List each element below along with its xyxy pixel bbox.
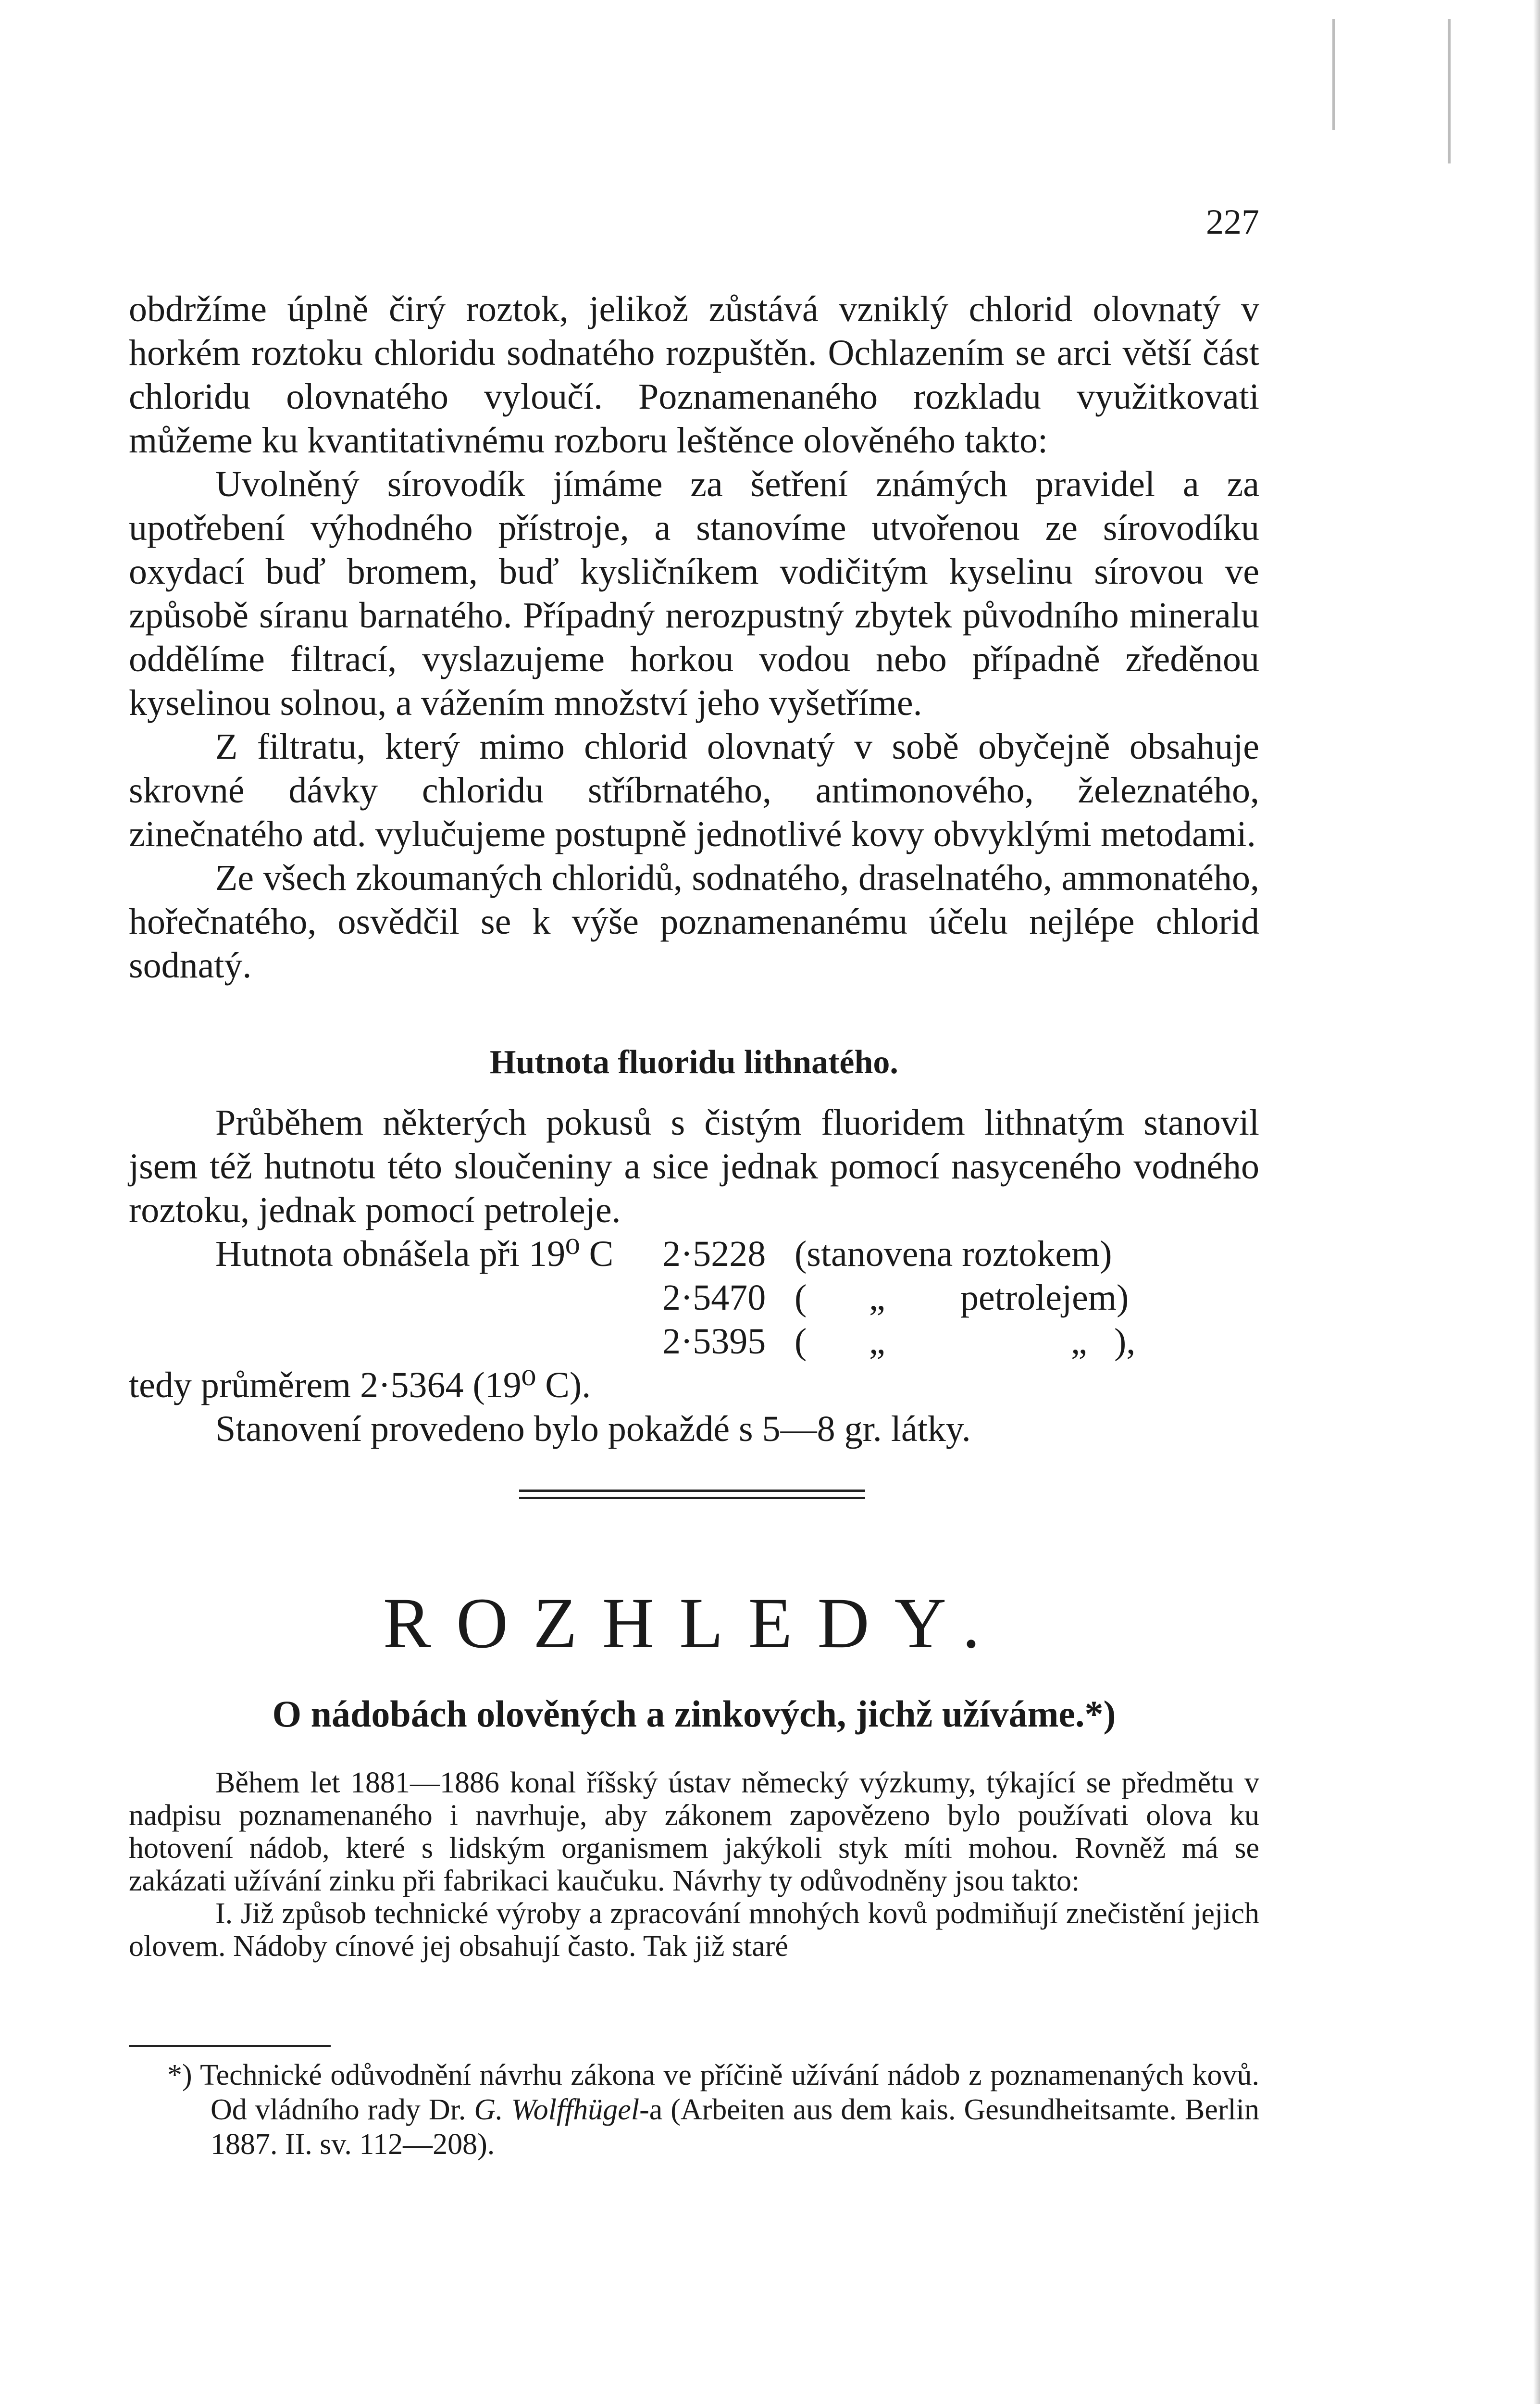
article-text [129,1766,1259,1963]
density-average: tedy průměrem 2·5364 (19⁰ C). [129,1365,591,1405]
ditto-mark: „ [869,1321,885,1362]
section-heading: Hutnota fluoridu lithnatého. [490,1044,898,1081]
density-row [129,1276,1259,1320]
paragraph: Během let 1881—1886 konal říšský ústav německý výzkumy, týkající se předmětu v nadpisu poznamenaného i navrhuje, aby zákonem zapovězeno bylo používati olova ku hotovení nádob, které s lidským organismem jakýkoli styk míti mohou. Rovněž má se zakázati užívání zinku při fabrikaci kaučuku. Návrhy ty odůvodněny jsou takto: [129,1766,1259,1897]
density-open: ( [795,1321,807,1362]
scan-artifact [1332,19,1335,130]
density-note: petrolejem) [960,1277,1129,1318]
paragraph: Z filtratu, který mimo chlorid olovnatý v sobě obyčejně obsahuje skrovné dávky chloridu stříbrnatého, antimonového, železnatého, zinečnatého atd. vylučujeme postupně jednotlivé kovy obvyklými metodami. [129,726,1259,854]
paragraph: Průběhem některých pokusů s čistým fluoridem lithnatým stanovil jsem též hutnotu této sloučeniny a sice jednak pomocí nasyceného vodného roztoku, jednak pomocí petroleje. [129,1102,1259,1230]
scan-edge [1533,0,1540,2404]
density-value: 2·5228 [662,1234,766,1274]
article-title: O nádobách olověných a zinkových, jichž užíváme.*) [272,1693,1116,1735]
body-text-top [129,288,1259,988]
footnote-mark: *) [167,2059,192,2091]
paragraph: Ze všech zkoumaných chloridů, sodnatého, draselnatého, ammonatého, hořečnatého, osvědčil se k výše poznamenanému účelu nejlépe chlorid sodnatý. [129,858,1259,986]
paragraph: Uvolněný sírovodík jímáme za šetření známých pravidel a za upotřebení výhodného přístroje, a stanovíme utvořenou ze sírovodíku oxydací buď bromem, buď kysličníkem vodičitým kyselinu sírovou ve způsobě síranu barnatého. Případný nerozpustný zbytek původního mineralu oddělíme filtrací, vyslazujeme horkou vodou nebo případně zředěnou kyselinou solnou, a vážením množství jeho vyšetříme. [129,464,1259,723]
footnote-rule [129,2045,331,2047]
density-note: ), [1114,1321,1136,1362]
scan-artifact [1448,19,1451,163]
footnote-author: G. Wolffhügel [474,2093,640,2126]
density-note: (stanovena roztokem) [795,1234,1112,1274]
density-value: 2·5470 [662,1277,766,1318]
rozhledy-title: ROZHLEDY. [383,1583,1006,1663]
section-text [129,1101,1259,1232]
ditto-mark: „ [1071,1321,1087,1362]
footnote [129,2058,1259,2162]
density-lead: Hutnota obnášela při 19⁰ C [215,1234,614,1274]
density-row [129,1320,1259,1364]
density-open: ( [795,1277,807,1318]
ditto-mark: „ [869,1277,885,1318]
section-divider [519,1490,865,1504]
paragraph: I. Již způsob technické výroby a zpracování mnohých kovů podmiňují znečistění jejich olovem. Nádoby cínové jej obsahují často. Tak již staré [129,1897,1259,1963]
paragraph: obdržíme úplně čirý roztok, jelikož zůstává vzniklý chlorid olovnatý v horkém roztoku chloridu sodnatého rozpuštěn. Ochlazením se arci větší část chloridu olovnatého vyloučí. Poznamenaného rozkladu využitkovati můžeme ku kvantitativnému rozboru leštěnce olověného takto: [129,289,1259,461]
density-row [129,1232,1259,1276]
density-value: 2·5395 [662,1321,766,1362]
footnote-text: *) Technické odůvodnění návrhu zákona ve příčině užívání nádob z poznamenaných kovů. Od vládního rady Dr. G. Wolffhügel-a (Arbeiten aus dem kais. Gesundheitsamte. Berlin 1887. II. sv. 112—208). [167,2059,1259,2161]
density-table [129,1232,1259,1451]
density-method: Stanovení provedeno bylo pokaždé s 5—8 gr. látky. [215,1409,971,1449]
page-number: 227 [1206,202,1259,242]
